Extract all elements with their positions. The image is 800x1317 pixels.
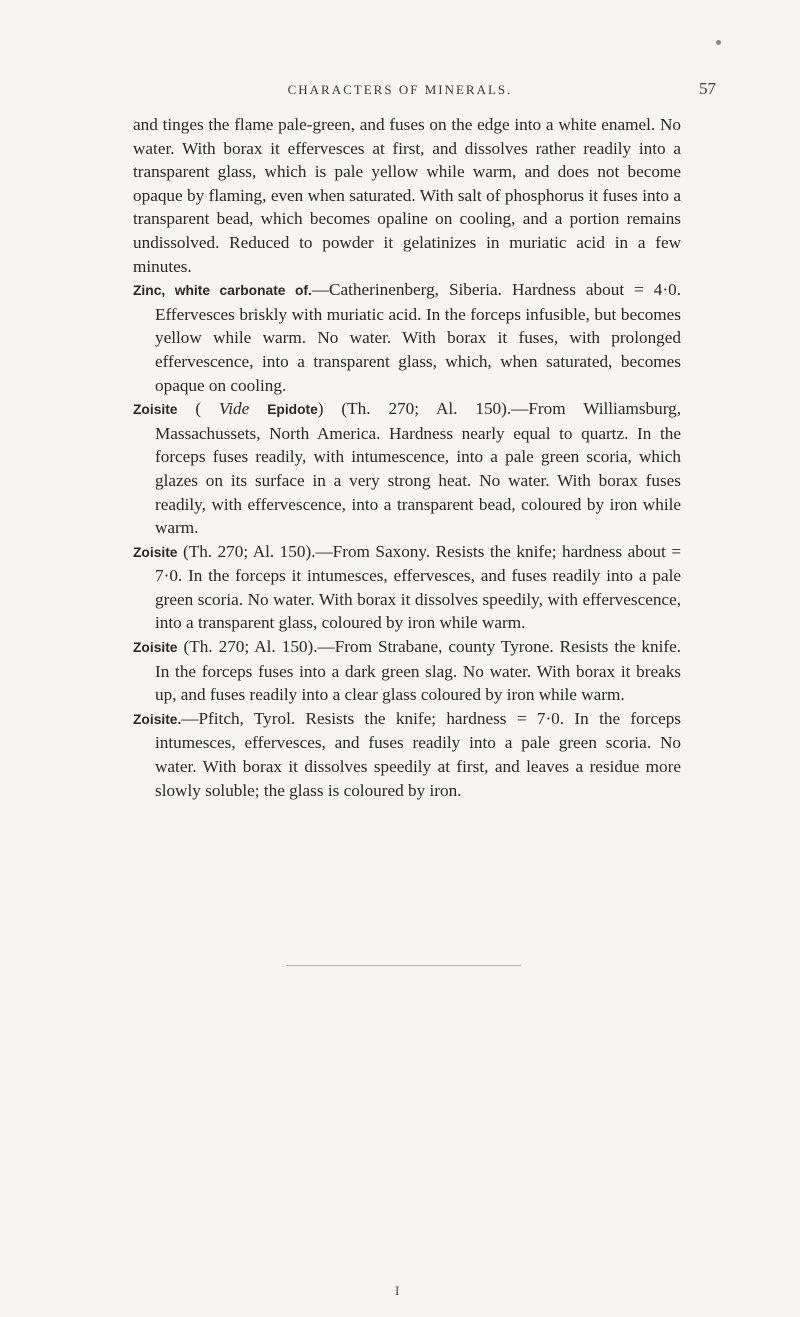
entry-heading: Zinc, white carbonate of.: [133, 283, 312, 299]
entry-zoisite-saxony: [133, 540, 681, 635]
entry-vide: Vide: [219, 399, 250, 419]
entry-zoisite-pfitch: [133, 707, 681, 802]
entry-text: —Pfitch, Tyrol. Resists the knife; hardness = 7·0. In the forceps intumesces, effervesces, and fuses readily into a pale green scoria. No water. With borax it dissolves speedily at first, and leaves a residue more slowly soluble; the glass is coloured by iron.: [155, 708, 681, 800]
entry-paren: (: [195, 399, 220, 419]
entry-heading: Zoisite: [133, 640, 178, 656]
entry-text: —Catherinenberg, Siberia. Hardness about = 4·0. Effervesces briskly with muriatic acid. In the forceps infusible, but becomes yellow while warm. No water. With borax it fuses, with prolonged effervescence, into a transparent glass, which, when saturated, becomes opaque on cooling.: [155, 280, 681, 395]
page-number: 57: [699, 79, 716, 98]
running-head: CHARACTERS OF MINERALS.: [287, 82, 513, 97]
entry-zoisite-williamsburg: [133, 397, 681, 540]
entry-zinc-white-carbonate: [133, 278, 681, 397]
signature-mark: I: [395, 1283, 400, 1298]
entry-heading: Zoisite.: [133, 711, 182, 727]
ink-speck: [716, 40, 721, 45]
continuation-paragraph: and tinges the flame pale-green, and fuses on the edge into a white enamel. No water. With borax it effervesces at first, and dissolves rather readily into a transparent glass, which is pale yellow while warm, and does not become opaque by flaming, even when saturated. With salt of phosphorus it fuses into a transparent bead, which becomes opaline on cooling, and a portion remains undissolved. Reduced to powder it gelatinizes in muriatic acid in a few minutes.: [133, 115, 681, 276]
entry-heading: Zoisite: [133, 544, 178, 560]
entry-text: ) (Th. 270; Al. 150).—From Williamsburg, Massachussets, North America. Hardness nearly equal to quartz. In the forceps fuses readily, with intumescence, into a pale green scoria, which glazes on its surface in a very strong heat. No water. With borax fuses readily, with effervescence, into a transparent bead, coloured by iron while warm.: [155, 399, 682, 538]
entry-heading: Zoisite: [133, 402, 178, 418]
text-body: [133, 113, 681, 802]
entry-text: (Th. 270; Al. 150).—From Saxony. Resists the knife; hardness about = 7·0. In the forceps it intumesces, effervesces, and fuses readily into a pale green scoria. No water. With borax it dissolves speedily, with effervescence, into a transparent glass, coloured by iron while warm.: [155, 541, 681, 633]
entry-heading-crossref: Epidote: [267, 402, 318, 418]
entry-zoisite-strabane: [133, 635, 681, 707]
entry-text: (Th. 270; Al. 150).—From Strabane, county Tyrone. Resists the knife. In the forceps fuses into a dark green slag. No water. With borax it breaks up, and fuses readily into a clear glass coloured by iron while warm.: [155, 637, 681, 705]
divider-rule: [286, 965, 521, 966]
